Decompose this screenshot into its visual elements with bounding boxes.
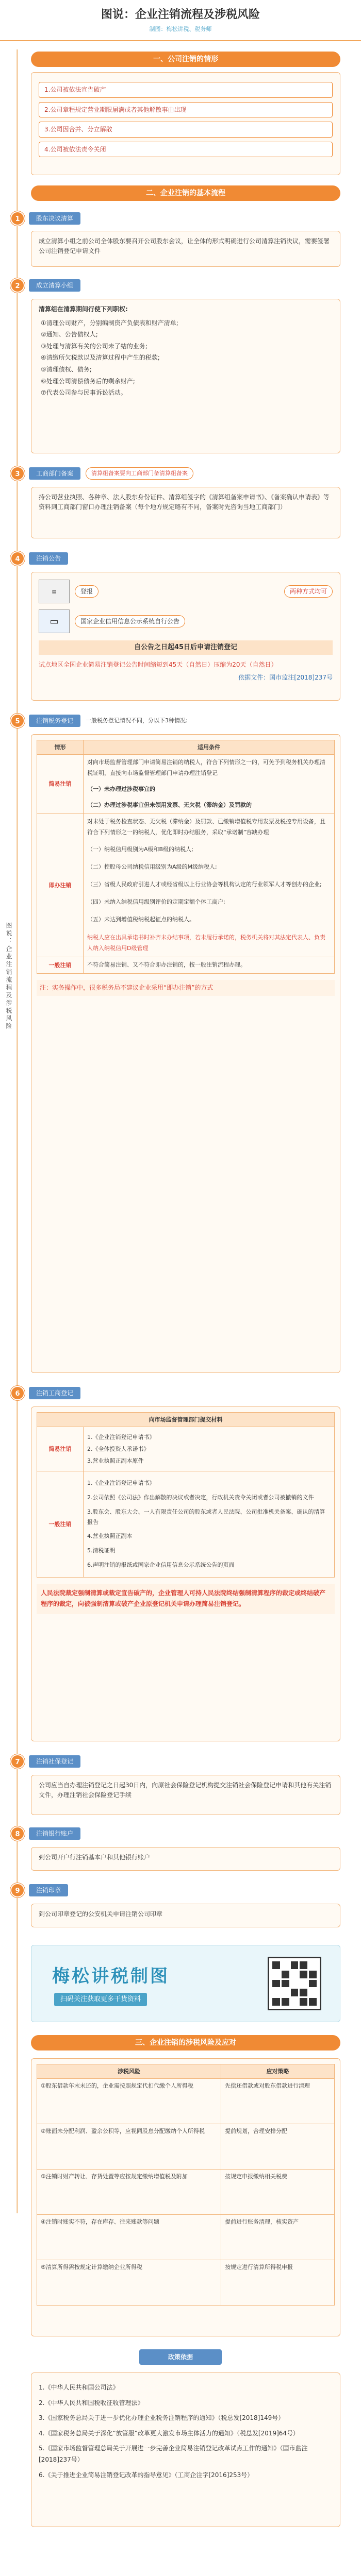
list-item: 1.《企业注销登记申请书》 [87, 1434, 155, 1441]
list-item: 6.声明注销的报纸或国家企业信用信息公示系统公告的页面 [87, 1561, 235, 1568]
banner-title: 梅松讲税制图 [52, 1966, 170, 1987]
strategy-cell: 提前规划，合理安排分配 [221, 2124, 335, 2170]
list-item: 1.《中华人民共和国公司法》 [39, 2384, 119, 2391]
list-item: ⑤清理债权、债务; [41, 365, 92, 373]
step-5 [10, 714, 188, 728]
step-label: 注销工商登记 [29, 1387, 80, 1399]
row-label: 即办注销 [37, 814, 84, 957]
instant-text: 对未处于税务检查状态、无欠税（滞纳金）及罚款、已缴销增值税专用发票及税控专用设备，且符合下列情形之一的纳税人，优化即时办结服务，采取“承诺制”容缺办理 [87, 818, 325, 836]
step-number: 5 [10, 714, 25, 728]
list-item: 1.《企业注销登记申请书》 [87, 1480, 155, 1487]
step-label: 工商部门备案 [29, 467, 80, 480]
step-label: 注销公告 [29, 552, 68, 565]
list-item: 4.营业执照正副本 [87, 1533, 133, 1540]
qr-code-icon[interactable] [268, 1957, 321, 2010]
section-3-header: 三、企业注销的涉税风险及应对 [31, 2035, 340, 2050]
strategy-cell: 提前进行账务清理，核实资产 [221, 2215, 335, 2260]
table-row [37, 755, 335, 814]
side-title: 图说：企业注销流程及涉税风险 [3, 922, 13, 1030]
strategy-cell: 按规定申报缴纳相关税费 [221, 2170, 335, 2215]
section-2-header: 二、企业注销的基本流程 [31, 185, 340, 201]
step-9 [10, 1883, 68, 1897]
strategy-cell: 按规定进行清算所得税申报 [221, 2260, 335, 2306]
header [0, 0, 361, 41]
step-5-table-box [31, 734, 340, 1373]
tax-risk-table [37, 2064, 335, 2306]
step-8-text: 到公司开户行注销基本户和其他银行账户 [39, 1854, 151, 1861]
step-number: 7 [10, 1754, 25, 1769]
banner-subtitle: 扫码关注获取更多干货资料 [54, 1993, 147, 2006]
step-number: 3 [10, 466, 25, 481]
step-7-box [31, 1775, 340, 1815]
table-header: 应对策略 [221, 2064, 335, 2079]
step-number: 1 [10, 211, 25, 226]
step-2 [10, 278, 80, 293]
list-item: 2.《全体投资人承诺书》 [87, 1446, 150, 1453]
list-item: （三）省级人民政府引进人才或经省级以上行业协会等机构认定的行业领军人才等创办的企业; [87, 881, 322, 888]
policy-title: 政策依据 [139, 2349, 222, 2365]
tax-deregistration-table [37, 740, 335, 974]
list-item: （二）控股母公司纳税信用级别为A级的M级纳税人; [87, 863, 217, 871]
section-1-box [31, 72, 340, 175]
list-item: ②通知、公告债权人; [41, 331, 98, 338]
business-deregistration-table [37, 1412, 335, 1578]
list-item: 2.公司章程规定营业期限届满或者其他解散事由出现 [39, 102, 333, 118]
step-2-box [31, 299, 340, 453]
table-row [37, 814, 335, 957]
computer-icon: ▭ [39, 609, 70, 633]
list-item: 3.营业执照正副本原件 [87, 1458, 144, 1465]
step-2-intro: 清算组在清算期间行使下列职权: [39, 306, 128, 313]
list-item: ④清缴所欠税款以及清算过程中产生的税款; [41, 354, 160, 362]
row-content [84, 1427, 335, 1471]
simple-condition-a: （一）未办理过涉税事宜的 [87, 785, 155, 792]
list-item: 5.《国家市场监督管理总局关于开展进一步完善企业简易注销登记改革试点工作的通知》（国市监注[2018]237号） [39, 2445, 308, 2463]
announcement-deadline: 自公告之日起45日后申请注销登记 [39, 640, 333, 655]
step-label: 注销税务登记 [29, 715, 80, 727]
row-content [84, 814, 335, 957]
step-number: 9 [10, 1883, 25, 1897]
list-item: （五）未达到增值税纳税起征点的纳税人。 [87, 916, 195, 923]
newspaper-icon: ▤ [39, 580, 70, 603]
step-9-box [31, 1904, 340, 1927]
list-item: 6.《关于推进企业简易注销登记改革的指导意见》（工商企注字[2016]253号） [39, 2471, 254, 2479]
step-8 [10, 1826, 80, 1841]
step-label: 股东决议清算 [29, 212, 80, 225]
step-5-intro: 一般税务登记情况不同，分以下3种情况: [86, 717, 188, 724]
table-title: 向市场监督管理部门提交材料 [37, 1413, 335, 1427]
step-3-box [31, 487, 340, 538]
risk-cell: ③注销时财产转让、存货处置等应按规定缴纳增值税及附加 [37, 2170, 221, 2215]
list-item: 2.公司依照《公司法》作出解散的决议或者决定，行政机关责令关闭或者公司被撤销的文件 [87, 1494, 314, 1501]
row-label: 简易注销 [37, 1427, 84, 1471]
table-header: 涉税风险 [37, 2064, 221, 2079]
policy-box [31, 2372, 340, 2527]
section-1-header: 一、公司注销的情形 [31, 52, 340, 67]
brand-banner [31, 1945, 340, 2022]
step-4-box [31, 572, 340, 701]
pilot-note: 试点地区全国企业简易注销登记公告时间缩短到45天（自然日）压缩为20天（自然日） [39, 661, 277, 669]
instant-note: 纳税人应在出具承诺书时补齐未办结事项，若未履行承诺的，税务机关将对其法定代表人、负责人纳入纳税信用D级管理 [87, 934, 325, 952]
list-item: （一）纳税信用级别为A级和B级的纳税人; [87, 846, 193, 853]
table-row [37, 2215, 335, 2260]
step-3-text: 持公司营业执照、各种章、法人股东身份证件、清算组签字的《清算组备案申请书》、《备案确认申请表》等资料到工商部门窗口办理注销备案（每个地方规定略有不同，备案时先咨询当地工商部门） [39, 494, 330, 511]
row-content [84, 755, 335, 814]
list-item: 1.公司被依法宣告破产 [39, 82, 333, 98]
table-row [37, 957, 335, 974]
risk-cell: ②账面未分配利润、盈余公积等，应视同股息分配缴纳个人所得税 [37, 2124, 221, 2170]
basis-note: 依据文件：国市监注[2018]237号 [238, 673, 333, 681]
step-number: 4 [10, 551, 25, 566]
list-item: 2.《中华人民共和国税收征收管理法》 [39, 2399, 144, 2406]
strategy-cell: 先偿还借款或对股东借款进行清理 [221, 2079, 335, 2124]
step-7 [10, 1754, 80, 1769]
table-header: 情形 [37, 740, 84, 755]
section-3-box [31, 2058, 340, 2336]
step-4 [10, 551, 68, 566]
step-3 [10, 466, 193, 481]
list-item: 4.《国家税务总局关于深化“放管服”改革更大激发市场主体活力的通知》（税总发[2019]64号） [39, 2429, 300, 2437]
row-label: 一般注销 [37, 957, 84, 974]
step-9-text: 到公司印章登记的公安机关申请注销公司印章 [39, 1910, 163, 1918]
page-subtitle: 制图：梅松讲税、税务师 [149, 26, 212, 32]
risk-cell: ①股东借款年末未还的，企业需按照规定代扣代缴个人所得税 [37, 2079, 221, 2124]
table-row [37, 2079, 335, 2124]
table-row [37, 1427, 335, 1471]
list-item: 3.公司因合并、分立解散 [39, 122, 333, 138]
list-item: 5.清税证明 [87, 1547, 116, 1554]
table-row [37, 1471, 335, 1578]
step-8-box [31, 1847, 340, 1871]
list-item: ⑦代表公司参与民事诉讼活动。 [41, 389, 127, 397]
row-label: 简易注销 [37, 755, 84, 814]
step-1-text: 成立清算小组之前公司全体股东要召开公司股东会议，让全体的形式明确进行公司清算注销决议，需要签署公司注销登记申请文件 [39, 238, 330, 255]
step-label: 注销社保登记 [29, 1755, 80, 1768]
step-1 [10, 211, 80, 226]
list-item: 3.股东会、股东大会、一人有限责任公司的股东或者人民法院、公司批准机关备案、确认的清算报告 [87, 1508, 325, 1526]
step-number: 8 [10, 1826, 25, 1841]
step-6-box [31, 1406, 340, 1741]
simple-text: 对向市场监督管理部门申请简易注销的纳税人，符合下列情形之一的，可免予到税务机关办理清税证明，直接向市场监督管理部门申请办理注销登记 [87, 759, 325, 776]
row-label: 一般注销 [37, 1471, 84, 1578]
list-item: 3.《国家税务总局关于进一步优化办理企业税务注销程序的通知》（税总发[2018]149号） [39, 2414, 285, 2422]
list-item: 4.公司被依法责令关闭 [39, 142, 333, 158]
both-ok-note: 两种方式均可 [284, 585, 333, 598]
step-3-callout: 清算组备案要向工商部门备清算组备案 [86, 467, 193, 479]
row-content [84, 1471, 335, 1578]
court-note: 人民法院裁定强制清算或裁定宣告破产的，企业管理人可持人民法院终结强制清算程序的裁定或终结破产程序的裁定，向被强制清算或破产企业原登记机关申请办理简易注销登记。 [37, 1584, 335, 1614]
step-label: 成立清算小组 [29, 279, 80, 292]
option-newspaper: 登报 [75, 585, 99, 598]
table-row [37, 2260, 335, 2306]
risk-cell: ⑤清算所得需按规定计算缴纳企业所得税 [37, 2260, 221, 2306]
list-item: ③处理与清算有关的公司未了结的业务; [41, 342, 147, 350]
row-content: 不符合简易注销、又不符合即办注销的，按一般注销流程办理。 [84, 957, 335, 974]
footnote: 注：实务操作中，很多税务局不建议企业采用“即办注销”的方式 [37, 980, 335, 996]
page-title: 图说：企业注销流程及涉税风险 [101, 8, 260, 21]
list-item: ⑥处理公司清偿债务后的剩余财产; [41, 377, 135, 385]
step-6 [10, 1386, 80, 1400]
step-1-box [31, 231, 340, 267]
step-number: 6 [10, 1386, 25, 1400]
risk-cell: ④注销时账实不符，存在库存、往来账款等问题 [37, 2215, 221, 2260]
table-row [37, 2170, 335, 2215]
step-number: 2 [10, 278, 25, 293]
step-label: 注销印章 [29, 1884, 68, 1896]
table-row [37, 2124, 335, 2170]
list-item: （四）未纳入纳税信用级别评价的定期定额个体工商户; [87, 899, 225, 906]
simple-condition-b: （二）办理过涉税事宜但未领用发票、无欠税（滞纳金）及罚款的 [87, 801, 252, 808]
list-item: ①清理公司财产，分别编制资产负债表和财产清单; [41, 319, 178, 327]
option-online-system: 国家企业信用信息公示系统自行公告 [75, 615, 185, 628]
table-header: 适用条件 [84, 740, 335, 755]
step-7-text: 公司应当自办理注销登记之日起30日内，向原社会保险登记机构提交注销社会保险登记申请和其他有关注销文件，办理注销社会保险登记手续 [39, 1782, 332, 1799]
step-label: 注销银行账户 [29, 1827, 80, 1840]
